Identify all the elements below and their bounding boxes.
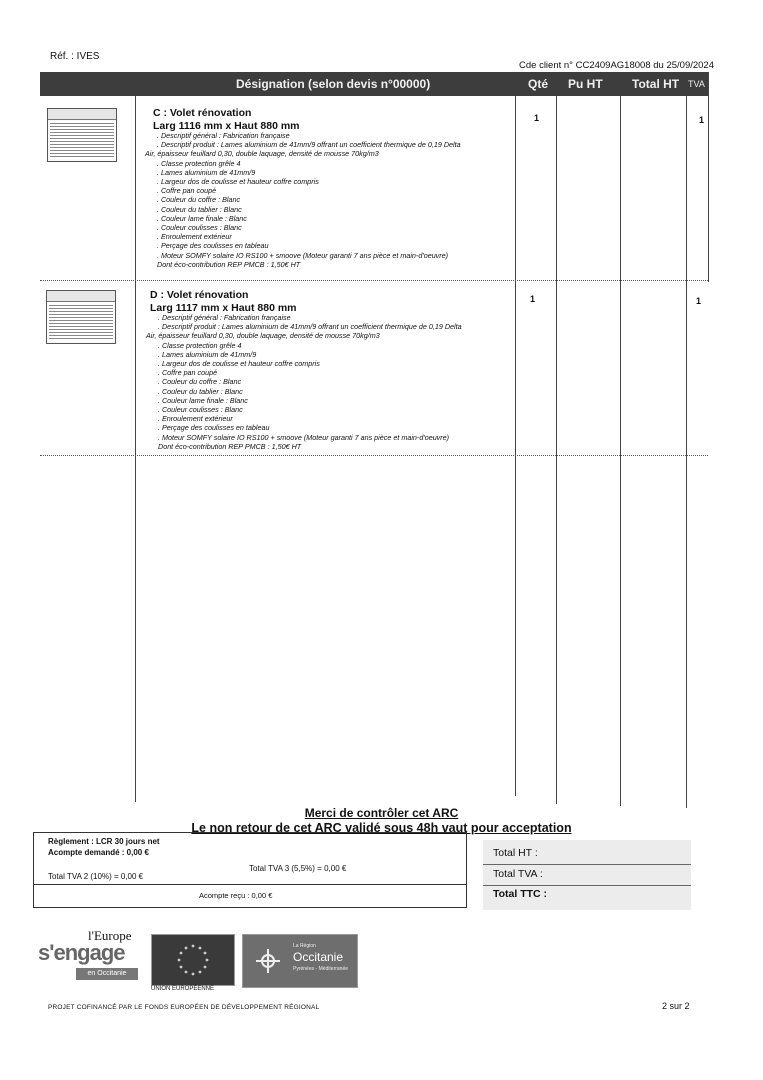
description-line: . Moteur SOMFY solaire IO RS100 + smoove (Moteur garanti 7 ans pièce et main-d'oeuvre) (157, 250, 449, 260)
col-total: Total HT (632, 77, 680, 91)
row-separator (40, 280, 708, 281)
description-line: Dont éco-contribution REP PMCB : 1,50€ HT (158, 441, 302, 451)
description-line: . Couleur coulisses : Blanc (158, 405, 243, 415)
eu-caption: UNION EUROPÉENNE (151, 986, 215, 992)
description-line: . Enroulement extérieur (158, 414, 233, 424)
item-size: Larg 1117 mm x Haut 880 mm (150, 302, 297, 314)
total-tva-label: Total TVA : (493, 868, 543, 880)
description-line: . Classe protection grêle 4 (158, 340, 242, 350)
description-line: . Descriptif général : Fabrication française (157, 131, 290, 140)
deposit-received: Acompte reçu : 0,00 € (199, 891, 273, 900)
grid-line (686, 96, 687, 808)
total-ttc-label: Total TTC : (493, 888, 548, 900)
grid-line (556, 96, 557, 804)
row-separator (40, 455, 708, 456)
deposit-requested: Acompte demandé : 0,00 € (48, 848, 149, 857)
eu-flag-logo (151, 934, 235, 986)
description-line: . Couleur lame finale : Blanc (158, 395, 248, 405)
payment-terms: Règlement : LCR 30 jours net (48, 837, 160, 846)
item-title: D : Volet rénovation (150, 289, 249, 301)
description-line: . Largeur dos de coulisse et hauteur coffre compris (158, 359, 320, 369)
item-size: Larg 1116 mm x Haut 880 mm (153, 120, 300, 132)
grid-line (620, 96, 621, 806)
notice-check: Merci de contrôler cet ARC (304, 806, 459, 820)
logo-text: l'Europe (88, 928, 132, 943)
description-line: . Lames aluminium de 41mm/9 (157, 167, 256, 177)
europe-sengage-logo (36, 928, 148, 988)
item-qty: 1 (530, 294, 536, 304)
description-line: Air, épaisseur feuillard 0,30, double laquage, densité de mousse 70kg/m3 (145, 149, 379, 159)
logo-text: Pyrénées - Méditerranée (293, 966, 349, 972)
item-vat: 1 (699, 115, 705, 125)
description-line: . Enroulement extérieur (157, 232, 232, 242)
description-line: . Coffre pan coupé (157, 186, 217, 196)
logo-text: en Occitanie (76, 968, 138, 980)
vat2-total: Total TVA 2 (10%) = 0,00 € (48, 872, 144, 881)
description-line: . Coffre pan coupé (158, 368, 218, 378)
description-line: . Lames aluminium de 41mm/9 (158, 349, 257, 359)
notice-acceptance: Le non retour de cet ARC validé sous 48h vaut pour acceptation (191, 821, 572, 835)
description-line: . Couleur du coffre : Blanc (157, 195, 241, 205)
divider (483, 885, 691, 886)
shutter-image (47, 108, 117, 162)
page-number: 2 sur 2 (662, 1001, 690, 1011)
description-line: . Classe protection grêle 4 (157, 158, 241, 168)
description-line: . Couleur du coffre : Blanc (158, 377, 242, 387)
description-line: . Couleur du tablier : Blanc (158, 386, 243, 396)
divider (483, 864, 691, 865)
grid-line (135, 96, 136, 802)
occitanie-logo (242, 934, 358, 988)
item-description (145, 131, 461, 269)
description-line: . Perçage des coulisses en tableau (158, 423, 270, 433)
description-line: . Couleur lame finale : Blanc (157, 213, 247, 223)
col-designation: Désignation (selon devis n°00000) (236, 77, 431, 91)
description-line: . Perçage des coulisses en tableau (157, 241, 269, 251)
col-vat: TVA (688, 79, 705, 89)
description-line: . Descriptif produit : Lames aluminium de 41mm/9 offrant un coefficient thermique de 0,19 Delta (157, 140, 461, 150)
grid-line (515, 96, 516, 796)
logo-text: Occitanie (293, 950, 344, 964)
payment-box (33, 832, 467, 908)
shutter-image (46, 290, 116, 344)
logo-text: La Région (293, 943, 316, 949)
item-description (146, 313, 462, 451)
eu-stars-icon (152, 935, 234, 985)
col-qty: Qté (528, 77, 549, 91)
description-line: . Descriptif général : Fabrication française (158, 313, 291, 322)
description-line: Dont éco-contribution REP PMCB : 1,50€ HT (157, 259, 301, 269)
description-line: . Descriptif produit : Lames aluminium de 41mm/9 offrant un coefficient thermique de 0,19 Delta (158, 322, 462, 332)
table-header (40, 72, 708, 96)
total-ht-label: Total HT : (493, 847, 538, 859)
item-title: C : Volet rénovation (153, 107, 252, 119)
description-line: Air, épaisseur feuillard 0,30, double laquage, densité de mousse 70kg/m3 (146, 331, 380, 341)
col-unit-price: Pu HT (568, 77, 603, 91)
logo-text: s'engage (38, 940, 125, 965)
description-line: . Largeur dos de coulisse et hauteur coffre compris (157, 177, 319, 187)
grid-line (708, 72, 709, 282)
divider (34, 884, 466, 885)
reference: Réf. : IVES (50, 51, 100, 62)
vat3-total: Total TVA 3 (5,5%) = 0,00 € (249, 864, 347, 873)
description-line: . Couleur coulisses : Blanc (157, 223, 242, 233)
occitanie-cross-icon (253, 946, 283, 976)
description-line: . Couleur du tablier : Blanc (157, 204, 242, 214)
cofinance-statement: PROJET COFINANCÉ PAR LE FONDS EUROPÉEN DE DÉVELOPPEMENT RÉGIONAL (48, 1004, 320, 1011)
order-reference: Cde client n° CC2409AG18008 du 25/09/2024 (519, 60, 714, 71)
item-qty: 1 (534, 113, 540, 123)
description-line: . Moteur SOMFY solaire IO RS100 + smoove (Moteur garanti 7 ans pièce et main-d'oeuvre) (158, 432, 450, 442)
totals-box (483, 840, 691, 910)
item-vat: 1 (696, 296, 702, 306)
